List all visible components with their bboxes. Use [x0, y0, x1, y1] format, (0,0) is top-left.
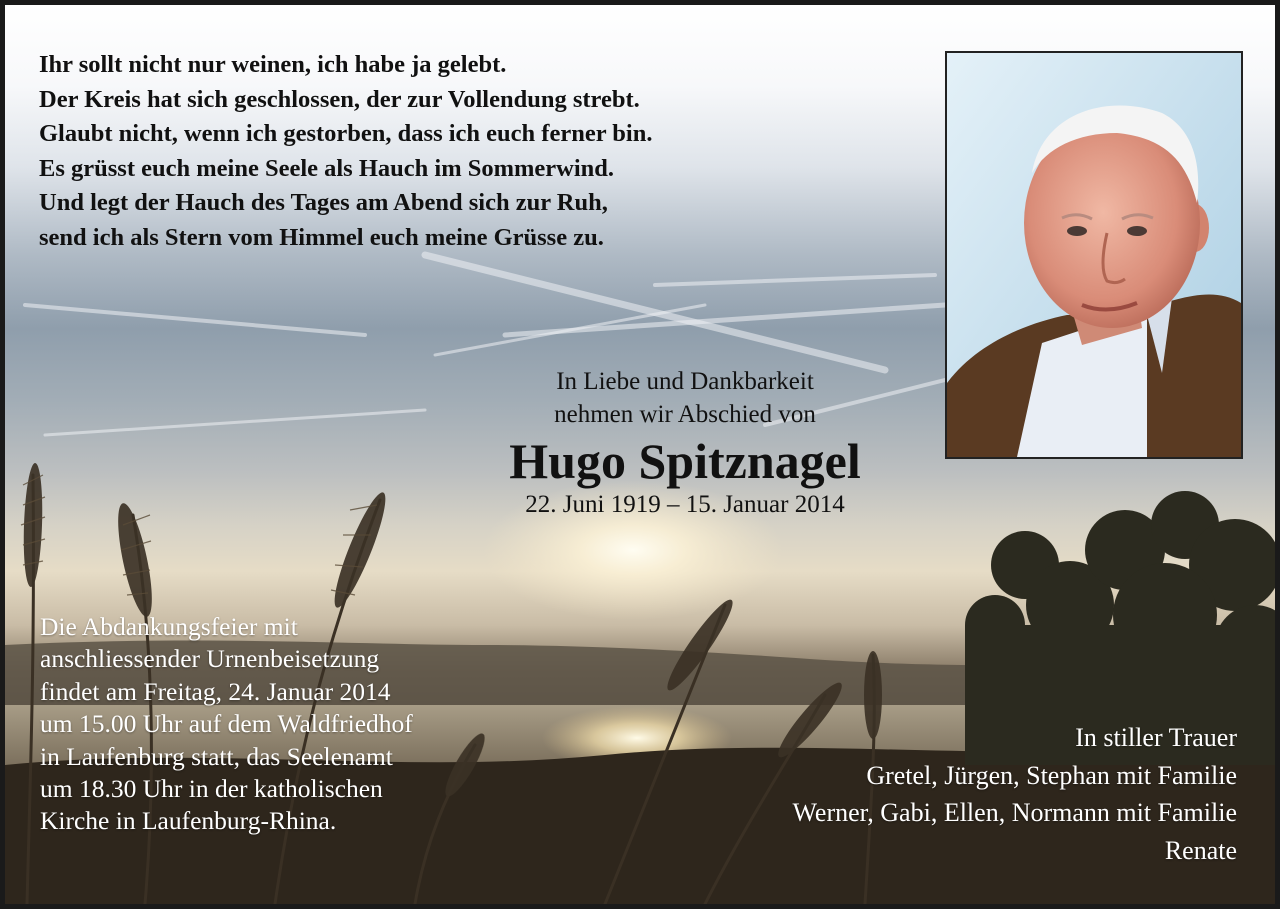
ceremony-line: Die Abdankungsfeier mit: [40, 612, 298, 641]
mourner-line: Gretel, Jürgen, Stephan mit Familie: [866, 760, 1237, 790]
intro-line: nehmen wir Abschied von: [554, 401, 816, 428]
ceremony-details: [40, 611, 413, 838]
mourners-heading: In stiller Trauer: [1075, 723, 1237, 752]
ceremony-line: anschliessender Urnenbeisetzung: [40, 644, 380, 674]
poem-line: Und legt der Hauch des Tages am Abend sich zur Ruh,: [39, 189, 608, 217]
ceremony-line: findet am Freitag, 24. Januar 2014: [40, 676, 391, 706]
poem-line: Ihr sollt nicht nur weinen, ich habe ja gelebt.: [39, 51, 507, 78]
ceremony-line: um 15.00 Uhr auf dem Waldfriedhof: [40, 709, 413, 739]
intro-line: In Liebe und Dankbarkeit: [556, 368, 814, 395]
ceremony-line: in Laufenburg statt, das Seelenamt: [40, 741, 393, 771]
deceased-name: Hugo Spitznagel: [509, 433, 861, 489]
life-dates: 22. Juni 1919 – 15. Januar 2014: [525, 491, 845, 518]
mourner-line: Renate: [1164, 835, 1237, 865]
mourners-block: [792, 719, 1237, 869]
mourner-line: Werner, Gabi, Ellen, Normann mit Familie: [792, 798, 1237, 827]
poem-line: send ich als Stern vom Himmel euch meine Grüsse zu.: [39, 223, 604, 251]
ceremony-line: Kirche in Laufenburg-Rhina.: [40, 806, 337, 836]
poem-block: [39, 48, 652, 256]
poem-line: Der Kreis hat sich geschlossen, der zur Vollendung strebt.: [39, 85, 640, 113]
ceremony-line: um 18.30 Uhr in der katholischen: [40, 774, 383, 804]
poem-line: Es grüsst euch meine Seele als Hauch im Sommerwind.: [39, 154, 615, 182]
announcement: [335, 365, 1035, 521]
poem-line: Glaubt nicht, wenn ich gestorben, dass ich euch ferner bin.: [39, 120, 653, 148]
